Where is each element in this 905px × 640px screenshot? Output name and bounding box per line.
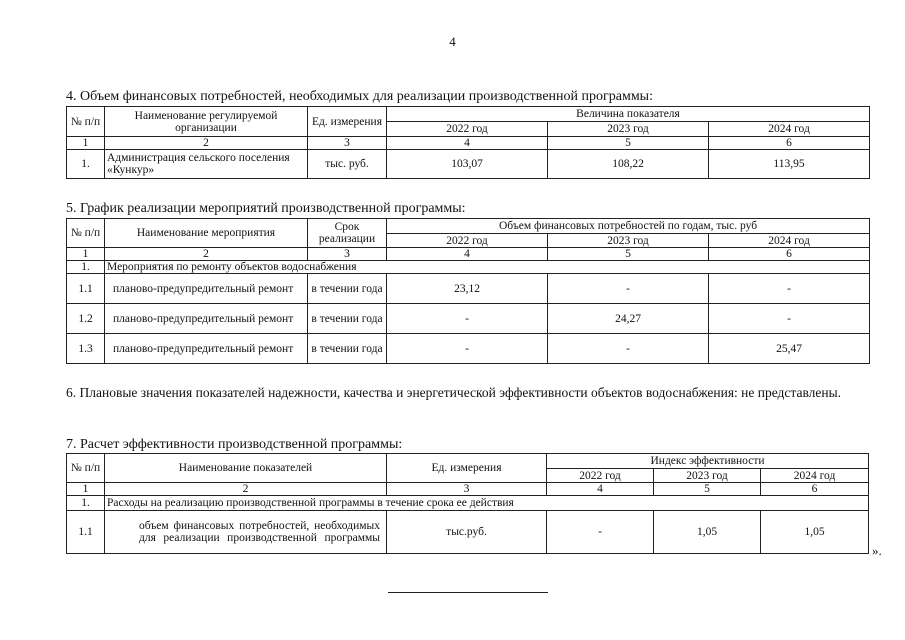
group-num: 1. — [67, 261, 105, 274]
efficiency-table — [66, 453, 869, 554]
header-2022: 2022 год — [387, 234, 548, 248]
header-2024: 2024 год — [709, 122, 870, 137]
index-cell: 6 — [709, 137, 870, 150]
header-2023: 2023 год — [548, 122, 709, 137]
header-group: Величина показателя — [387, 107, 870, 122]
header-org: Наименование регулируемой организации — [105, 107, 308, 137]
table-row — [67, 511, 869, 554]
header-name: Наименование показателей — [105, 454, 387, 483]
section-6-text: 6. Плановые значения показателей надежности, качества и энергетической эффективности объектов водоснабжения: не представлены. — [66, 385, 842, 400]
row-unit: тыс. руб. — [308, 150, 387, 179]
index-cell: 4 — [387, 137, 548, 150]
row-num: 1.2 — [67, 304, 105, 334]
header-2024: 2024 год — [761, 469, 869, 483]
closing-quote: ». — [872, 543, 882, 558]
schedule-table — [66, 218, 870, 364]
financial-needs-table — [66, 106, 870, 179]
index-cell: 3 — [308, 137, 387, 150]
row-value-2024: - — [709, 274, 870, 304]
index-cell: 1 — [67, 248, 105, 261]
row-value-2023: - — [548, 274, 709, 304]
index-cell: 2 — [105, 248, 308, 261]
row-value-2023: 24,27 — [548, 304, 709, 334]
group-name: Расходы на реализацию производственной программы в течение срока ее действия — [105, 496, 869, 511]
header-num: № п/п — [67, 107, 105, 137]
row-value-2024: 25,47 — [709, 334, 870, 364]
row-num: 1.1 — [67, 274, 105, 304]
index-cell: 2 — [105, 137, 308, 150]
index-cell: 6 — [761, 483, 869, 496]
row-value-2023: 1,05 — [654, 511, 761, 554]
section-5-heading: 5. График реализации мероприятий производственной программы: — [66, 201, 466, 216]
header-group: Индекс эффективности — [547, 454, 869, 469]
header-2022: 2022 год — [387, 122, 548, 137]
table-row — [67, 150, 870, 179]
row-value-2023: 108,22 — [548, 150, 709, 179]
section-4-heading: 4. Объем финансовых потребностей, необходимых для реализации производственной программы: — [66, 89, 653, 104]
row-term: в течении года — [308, 304, 387, 334]
group-name: Мероприятия по ремонту объектов водоснабжения — [105, 261, 870, 274]
row-value-2024: - — [709, 304, 870, 334]
row-num: 1.3 — [67, 334, 105, 364]
row-value-2022: - — [387, 304, 548, 334]
index-cell: 1 — [67, 483, 105, 496]
index-cell: 4 — [387, 248, 548, 261]
header-num: № п/п — [67, 219, 105, 248]
header-name: Наименование мероприятия — [105, 219, 308, 248]
footer-rule — [388, 592, 548, 593]
table-row — [67, 334, 870, 364]
header-2023: 2023 год — [654, 469, 761, 483]
table-row — [67, 304, 870, 334]
header-2024: 2024 год — [709, 234, 870, 248]
group-num: 1. — [67, 496, 105, 511]
index-cell: 5 — [654, 483, 761, 496]
row-name: планово-предупредительный ремонт — [105, 334, 308, 364]
section-7-heading: 7. Расчет эффективности производственной программы: — [66, 437, 403, 452]
row-name: планово-предупредительный ремонт — [105, 304, 308, 334]
row-value-2022: 23,12 — [387, 274, 548, 304]
index-cell: 1 — [67, 137, 105, 150]
index-cell: 3 — [387, 483, 547, 496]
index-cell: 5 — [548, 248, 709, 261]
row-name: планово-предупредительный ремонт — [105, 274, 308, 304]
row-value-2022: - — [547, 511, 654, 554]
row-value-2024: 113,95 — [709, 150, 870, 179]
row-term: в течении года — [308, 274, 387, 304]
row-name: объем финансовых потребностей, необходимых для реализации производственной программы — [105, 511, 387, 554]
page-number: 4 — [449, 34, 456, 49]
header-unit: Ед. измерения — [308, 107, 387, 137]
header-unit: Ед. измерения — [387, 454, 547, 483]
row-term: в течении года — [308, 334, 387, 364]
group-row — [67, 261, 870, 274]
row-value-2024: 1,05 — [761, 511, 869, 554]
header-term: Срок реализации — [308, 219, 387, 248]
header-2022: 2022 год — [547, 469, 654, 483]
row-unit: тыс.руб. — [387, 511, 547, 554]
row-org: Администрация сельского поселения «Кункур» — [105, 150, 308, 179]
index-cell: 2 — [105, 483, 387, 496]
index-cell: 3 — [308, 248, 387, 261]
group-row — [67, 496, 869, 511]
header-num: № п/п — [67, 454, 105, 483]
row-num: 1. — [67, 150, 105, 179]
index-cell: 4 — [547, 483, 654, 496]
row-num: 1.1 — [67, 511, 105, 554]
row-value-2022: 103,07 — [387, 150, 548, 179]
row-value-2022: - — [387, 334, 548, 364]
row-value-2023: - — [548, 334, 709, 364]
index-cell: 6 — [709, 248, 870, 261]
header-2023: 2023 год — [548, 234, 709, 248]
index-cell: 5 — [548, 137, 709, 150]
header-group: Объем финансовых потребностей по годам, тыс. руб — [387, 219, 870, 234]
table-row — [67, 274, 870, 304]
